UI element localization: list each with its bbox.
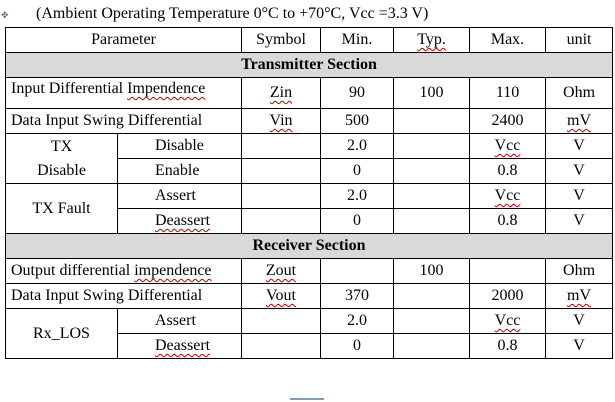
typ-cell [394,184,470,209]
unit-cell: V [546,309,613,334]
symbol-cell [242,209,321,234]
unit-cell: V [546,159,613,184]
unit-cell: V [546,184,613,209]
max-cell: 0.8 [470,159,546,184]
section-title: Transmitter Section [6,53,613,78]
symbol-cell [242,159,321,184]
unit-cell: mV [546,109,613,134]
header-min: Min. [321,28,394,53]
typ-cell [394,134,470,159]
unit-cell: V [546,209,613,234]
max-cell: 0.8 [470,334,546,359]
unit-cell: V [546,334,613,359]
symbol-cell: Zin [242,78,321,109]
typ-cell [394,309,470,334]
table-row [6,309,613,334]
min-cell: 0 [321,334,394,359]
condition-cell: Disable [118,134,242,159]
param-cell: TX Fault [6,184,118,234]
transmitter-section-row [6,53,613,78]
param-cell: Output differential impendence [6,259,242,284]
max-cell: 2400 [470,109,546,134]
symbol-cell: Vout [242,284,321,309]
unit-cell: mV [546,284,613,309]
symbol-cell [242,184,321,209]
header-max: Max. [470,28,546,53]
section-title: Receiver Section [6,234,613,259]
min-cell: 0 [321,159,394,184]
symbol-cell [242,134,321,159]
param-cell: Rx_LOS [6,309,118,359]
condition-cell: Deassert [118,209,242,234]
table-row [6,259,613,284]
header-unit: unit [546,28,613,53]
condition-cell: Deassert [118,334,242,359]
min-cell: 500 [321,109,394,134]
table-row [6,284,613,309]
param-cell: Data Input Swing Differential [6,284,242,309]
typ-cell: 100 [394,78,470,109]
param-cell: Input Differential Impendence [6,78,242,109]
max-cell: 2000 [470,284,546,309]
min-cell: 2.0 [321,134,394,159]
table-resize-handle[interactable] [290,398,324,400]
typ-cell [394,334,470,359]
symbol-cell: Vin [242,109,321,134]
max-cell: 110 [470,78,546,109]
symbol-cell: Zout [242,259,321,284]
unit-cell: V [546,134,613,159]
spec-table [5,27,613,359]
typ-cell [394,209,470,234]
typ-cell [394,284,470,309]
table-caption: (Ambient Operating Temperature 0°C to +70°C, Vcc =3.3 V) [36,5,429,22]
min-cell: 370 [321,284,394,309]
table-row [6,109,613,134]
min-cell [321,259,394,284]
header-parameter: Parameter [6,28,242,53]
condition-cell: Assert [118,184,242,209]
unit-cell: Ohm [546,78,613,109]
typ-cell: 100 [394,259,470,284]
header-row [6,28,613,53]
max-cell: 0.8 [470,209,546,234]
param-cell: TX Disable [6,134,118,184]
condition-cell: Enable [118,159,242,184]
move-handle-icon[interactable]: ✥ [1,10,9,20]
min-cell: 2.0 [321,184,394,209]
header-typ: Typ. [394,28,470,53]
max-cell: Vcc [470,309,546,334]
min-cell: 90 [321,78,394,109]
symbol-cell [242,334,321,359]
symbol-cell [242,309,321,334]
max-cell: Vcc [470,134,546,159]
receiver-section-row [6,234,613,259]
min-cell: 0 [321,209,394,234]
header-symbol: Symbol [242,28,321,53]
condition-cell: Assert [118,309,242,334]
max-cell: Vcc [470,184,546,209]
table-row [6,184,613,209]
max-cell [470,259,546,284]
typ-cell [394,159,470,184]
table-row [6,78,613,109]
table-row [6,134,613,159]
param-cell: Data Input Swing Differential [6,109,242,134]
typ-cell [394,109,470,134]
unit-cell: Ohm [546,259,613,284]
min-cell: 2.0 [321,309,394,334]
